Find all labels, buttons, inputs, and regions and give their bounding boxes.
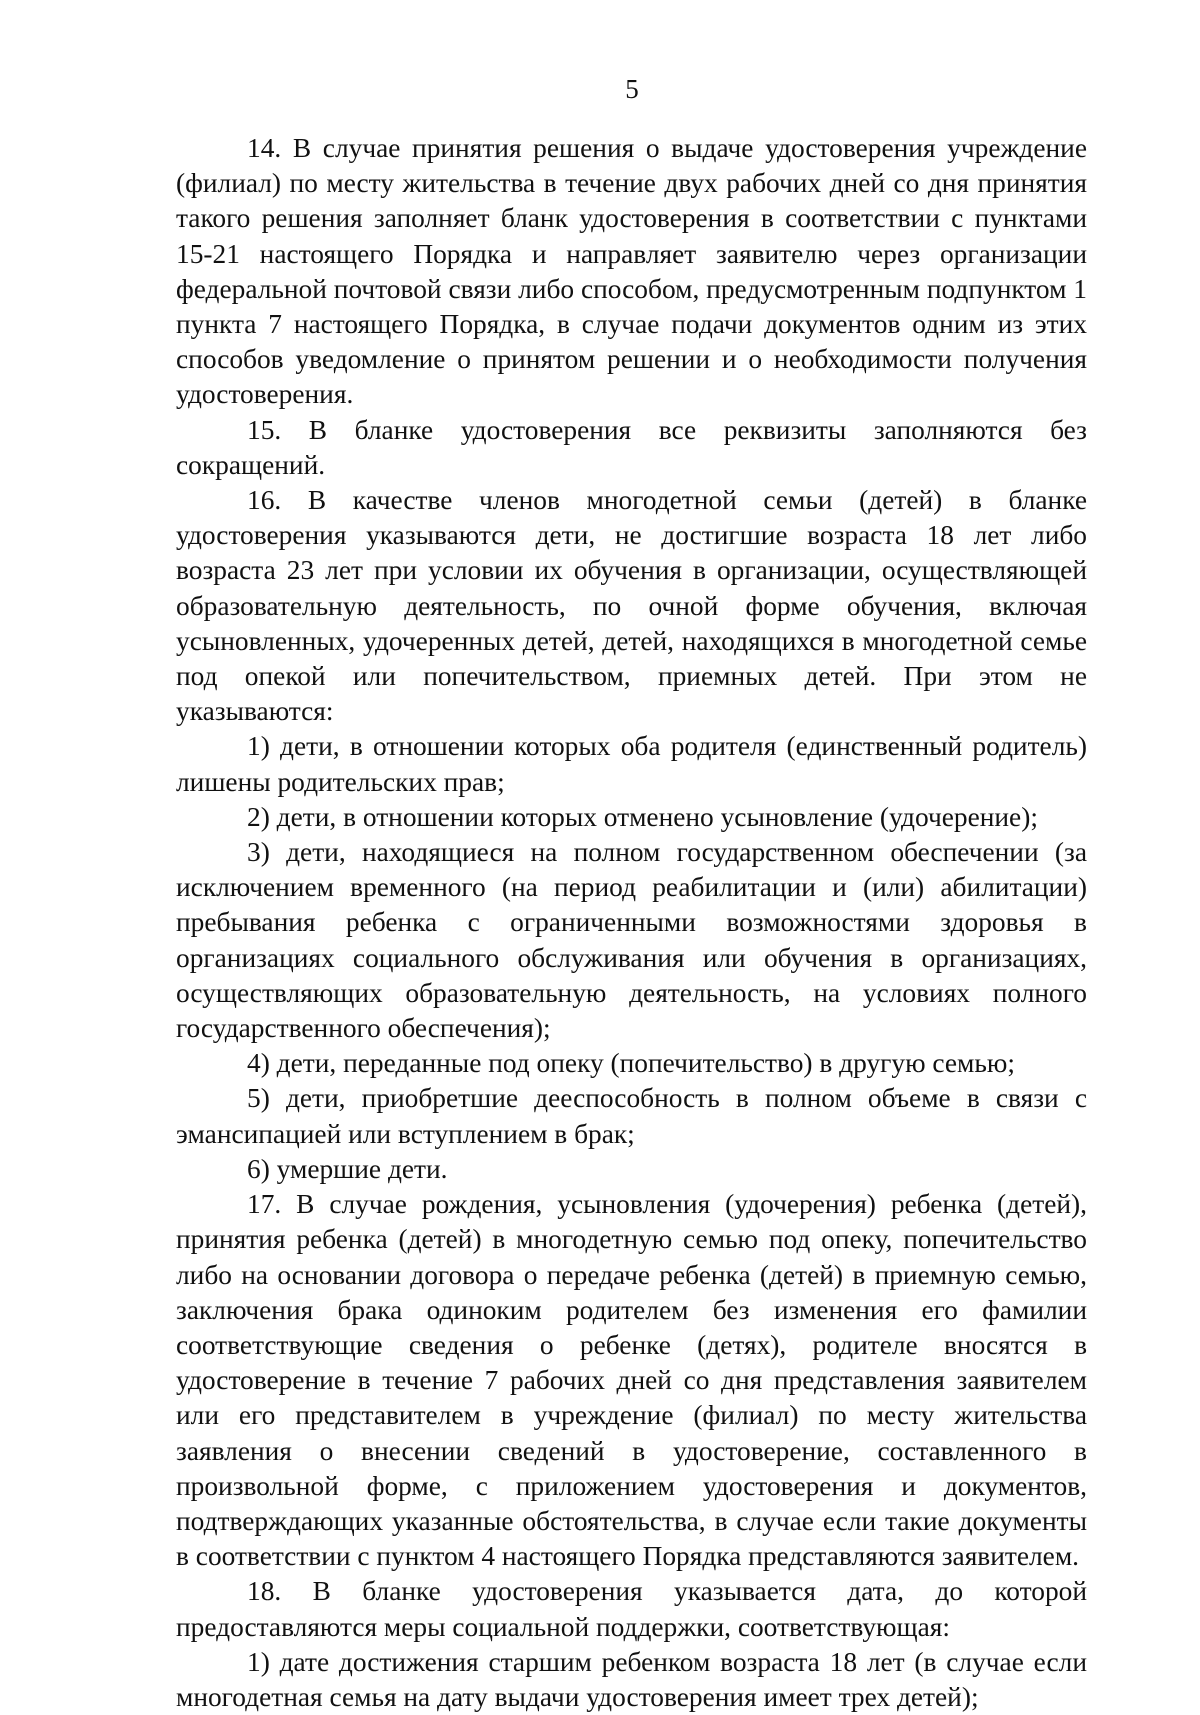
list-item-16-5: 5) дети, приобретшие дееспособность в полном объеме в связи с эмансипацией или вступлением в брак; [176, 1083, 1087, 1149]
list-item-16-3: 3) дети, находящиеся на полном государственном обеспечении (за исключением временного (на период реабилитации и (или) абилитации) пребывания ребенка с ограниченными возможностями здоровья в организациях социального обслуживания или обучения в организациях, осуществляющих образовательную деятельность, на условиях полного государственного обеспечения); [176, 837, 1087, 1044]
page-number: 5 [625, 74, 639, 104]
paragraph-17: 17. В случае рождения, усыновления (удочерения) ребенка (детей), принятия ребенка (детей) в многодетную семью под опеку, попечительство либо на основании договора о передаче ребенка (детей) в приемную семью, заключения брака одиноким родителем без изменения его фамилии соответствующие сведения о ребенке (детях), родителе вносятся в удостоверение в течение 7 рабочих дней со дня представления заявителем или его представителем в учреждение (филиал) по месту жительства заявления о внесении сведений в удостоверение, составленного в произвольной форме, с приложением удостоверения и документов, подтверждающих указанные обстоятельства, в случае если такие документы в соответствии с пунктом 4 настоящего Порядка представляются заявителем. [176, 1189, 1087, 1572]
paragraph-18: 18. В бланке удостоверения указывается дата, до которой предоставляются меры социальной поддержки, соответствующая: [176, 1576, 1087, 1642]
paragraph-15: 15. В бланке удостоверения все реквизиты заполняются без сокращений. [176, 414, 1087, 480]
list-item-16-2: 2) дети, в отношении которых отменено усыновление (удочерение); [247, 801, 1038, 832]
list-item-16-6: 6) умершие дети. [247, 1153, 448, 1184]
paragraph-16: 16. В качестве членов многодетной семьи (детей) в бланке удостоверения указываются дети, не достигшие возраста 18 лет либо возраста 23 лет при условии их обучения в организации, осуществляющей образовательную деятельность, по очной форме обучения, включая усыновленных, удочеренных детей, детей, находящихся в многодетной семье под опекой или попечительством, приемных детей. При этом не указываются: [176, 485, 1087, 727]
list-item-16-1: 1) дети, в отношении которых оба родителя (единственный родитель) лишены родительских прав; [176, 731, 1087, 797]
paragraph-14: 14. В случае принятия решения о выдаче удостоверения учреждение (филиал) по месту жительства в течение двух рабочих дней со дня принятия такого решения заполняет бланк удостоверения в соответствии с пунктами 15-21 настоящего Порядка и направляет заявителю через организации федеральной почтовой связи либо способом, предусмотренным подпунктом 1 пункта 7 настоящего Порядка, в случае подачи документов одним из этих способов уведомление о принятом решении и о необходимости получения удостоверения. [176, 133, 1087, 410]
list-item-16-4: 4) дети, переданные под опеку (попечительство) в другую семью; [247, 1048, 1015, 1079]
document-body [176, 131, 1087, 1715]
list-item-18-1: 1) дате достижения старшим ребенком возраста 18 лет (в случае если многодетная семья на дату выдачи удостоверения имеет трех детей); [176, 1646, 1087, 1712]
